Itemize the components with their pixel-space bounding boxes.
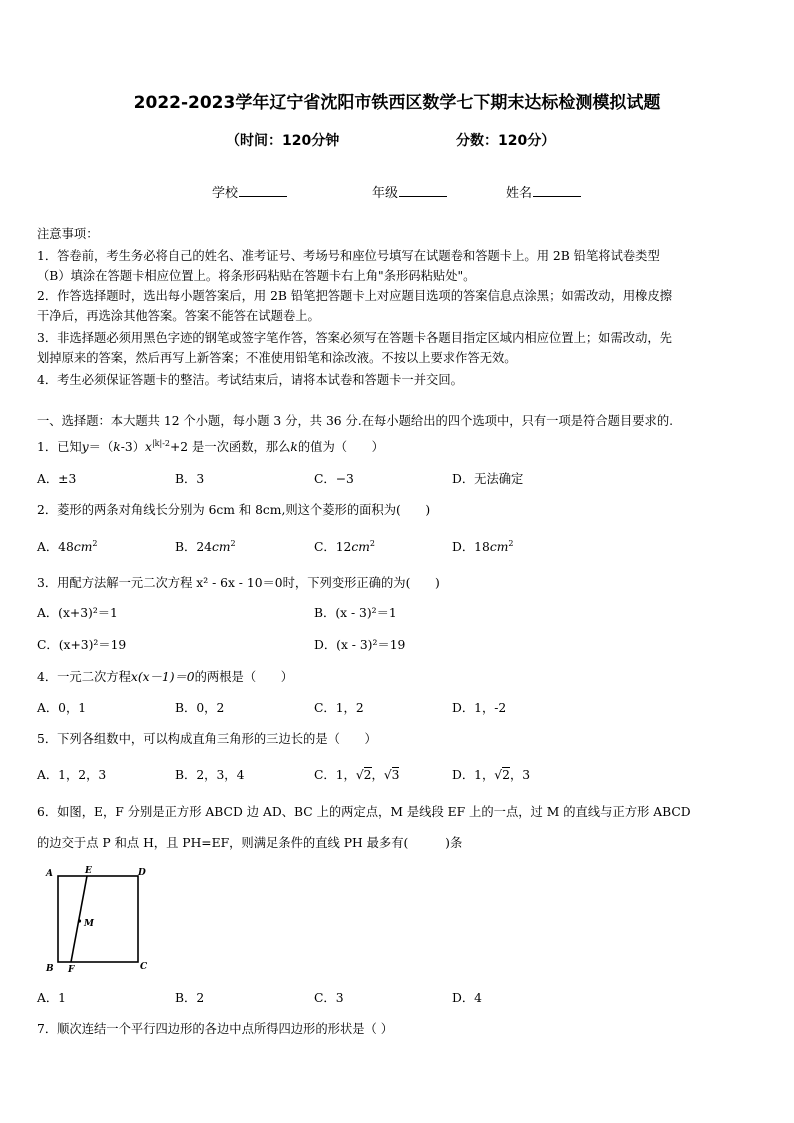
q6-option-c[interactable]: C．3 xyxy=(314,991,344,1005)
sqrt-icon: √ xyxy=(383,768,392,782)
square-diagram xyxy=(40,862,160,978)
name-field[interactable] xyxy=(506,182,581,201)
question-6-line2: 的边交于点 P 和点 H，且 PH=EF，则满足条件的直线 PH 最多有( )条 xyxy=(37,836,463,850)
q4-option-c[interactable]: C．1，2 xyxy=(314,701,364,715)
note-line: 3．非选择题必须用黑色字迹的钢笔或签字笔作答，答案必须写在答题卡各题目指定区域内相应位置上；如需改动，先 xyxy=(37,331,672,345)
exam-title: 2022-2023学年辽宁省沈阳市铁西区数学七下期末达标检测模拟试题 xyxy=(133,93,661,113)
note-line: 1．答卷前，考生务必将自己的姓名、准考证号、考场号和座位号填写在试题卷和答题卡上。用 2B 铅笔将试卷类型 xyxy=(37,249,660,263)
q2-option-c[interactable]: C．$12cm^2$ xyxy=(314,538,376,554)
grade-label: 年级 xyxy=(372,186,399,201)
note-line: 干净后，再选涂其他答案。答案不能答在试题卷上。 xyxy=(37,309,320,323)
q2-option-d[interactable]: D．$18cm^2$ xyxy=(452,538,514,554)
q3-option-c[interactable]: C．(x+3)²＝19 xyxy=(37,638,127,652)
question-2-stem: 2．菱形的两条对角线长分别为 6cm 和 8cm,则这个菱形的面积为( ) xyxy=(37,503,431,517)
note-line: 划掉原来的答案，然后再写上新答案；不准使用铅笔和涂改液。不按以上要求作答无效。 xyxy=(37,351,517,365)
point-m xyxy=(78,919,81,922)
square-abcd xyxy=(58,876,138,962)
label-a: A xyxy=(46,869,53,879)
question-1-stem: 1．已知$y=(k-3)x^{|k|-2}+2$ 是一次函数，那么k的值为（ ） xyxy=(37,438,384,454)
name-label: 姓名 xyxy=(506,186,533,201)
label-d: D xyxy=(138,868,146,878)
q3-option-d[interactable]: D．(x - 3)²＝19 xyxy=(314,638,406,652)
note-line: 2．作答选择题时，选出每小题答案后，用 2B 铅笔把答题卡上对应题目选项的答案信息点涂黑；如需改动，用橡皮擦 xyxy=(37,289,673,303)
label-m: M xyxy=(84,919,94,929)
question-4-stem: 4．一元二次方程x(x－1)＝0的两根是（ ） xyxy=(37,670,294,684)
score-label: 分数：120分） xyxy=(456,133,556,149)
grade-field[interactable] xyxy=(372,182,447,201)
q4-option-b[interactable]: B．0，2 xyxy=(175,701,225,715)
q1-option-a[interactable]: A．±3 xyxy=(37,472,77,486)
label-c: C xyxy=(140,962,148,972)
school-field[interactable] xyxy=(212,182,287,201)
q2-option-a[interactable]: A．$48cm^2$ xyxy=(37,538,98,554)
school-label: 学校 xyxy=(212,186,239,201)
question-7-stem: 7．顺次连结一个平行四边形的各边中点所得四边形的形状是（ ） xyxy=(37,1022,394,1036)
q6-option-b[interactable]: B．2 xyxy=(175,991,205,1005)
q3-option-b[interactable]: B．(x - 3)²＝1 xyxy=(314,606,397,620)
time-label: （时间：120分钟 xyxy=(226,133,340,149)
q3-option-a[interactable]: A．(x+3)²＝1 xyxy=(37,606,118,620)
question-5-stem: 5．下列各组数中，可以构成直角三角形的三边长的是（ ） xyxy=(37,732,377,746)
question-3-stem: 3．用配方法解一元二次方程 x² - 6x - 10＝0时，下列变形正确的为( ) xyxy=(37,576,440,590)
section-heading: 一、选择题：本大题共 12 个小题，每小题 3 分，共 36 分.在每小题给出的四个选项中，只有一项是符合题目要求的. xyxy=(37,414,674,428)
question-6-line1: 6．如图，E，F 分别是正方形 ABCD 边 AD、BC 上的两定点，M 是线段 EF 上的一点，过 M 的直线与正方形 ABCD xyxy=(37,805,691,819)
q5-option-a[interactable]: A．1，2，3 xyxy=(37,768,107,782)
q4-option-d[interactable]: D．1，-2 xyxy=(452,701,507,715)
q5-option-b[interactable]: B．2，3，4 xyxy=(175,768,245,782)
q1-option-c[interactable]: C．−3 xyxy=(314,472,354,486)
label-e: E xyxy=(85,866,92,876)
note-line: 4．考生必须保证答题卡的整洁。考试结束后，请将本试卷和答题卡一并交回。 xyxy=(37,373,463,387)
q1-option-b[interactable]: B．3 xyxy=(175,472,205,486)
q6-option-d[interactable]: D．4 xyxy=(452,991,482,1005)
q2-option-b[interactable]: B．$24cm^2$ xyxy=(175,538,236,554)
q4-option-a[interactable]: A．0，1 xyxy=(37,701,87,715)
notes-heading: 注意事项： xyxy=(37,227,99,241)
q6-option-a[interactable]: A．1 xyxy=(37,991,67,1005)
sqrt-icon: √ xyxy=(355,768,364,782)
q5-option-c[interactable]: C．1，√2，√3 xyxy=(314,768,400,782)
q1-option-d[interactable]: D．无法确定 xyxy=(452,472,524,486)
sqrt-icon: √ xyxy=(494,768,503,782)
note-line: （B）填涂在答题卡相应位置上。将条形码粘贴在答题卡右上角"条形码粘贴处"。 xyxy=(37,269,476,283)
label-f: F xyxy=(68,965,75,975)
label-b: B xyxy=(46,964,54,974)
q5-option-d[interactable]: D．1，√2，3 xyxy=(452,768,531,782)
